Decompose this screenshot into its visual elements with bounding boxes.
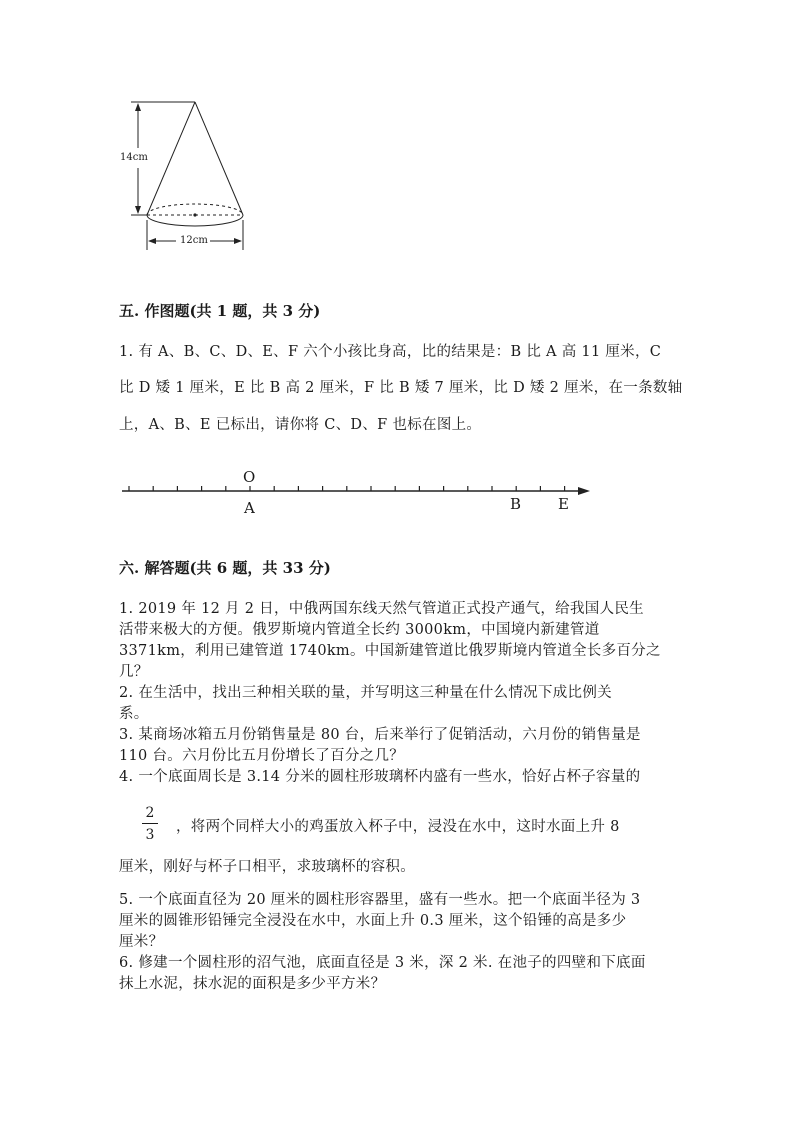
s5-q1-line-1: 1. 有 A、B、C、D、E、F 六个小孩比身高，比的结果是：B 比 A 高 11 厘米，C bbox=[119, 344, 662, 360]
s5-q1-line-2: 比 D 矮 1 厘米，E 比 B 高 2 厘米，F 比 B 矮 7 厘米，比 D 矮 2 厘米，在一条数轴 bbox=[119, 380, 683, 396]
cone-diameter-label: 12cm bbox=[180, 235, 208, 246]
numberline-origin-label: O bbox=[243, 468, 256, 486]
s5-q1-line-3: 上，A、B、E 已标出，请你将 C、D、F 也标在图上。 bbox=[119, 417, 482, 433]
s6-q4-line-3: 厘米，刚好与杯子口相平，求玻璃杯的容积。 bbox=[119, 859, 415, 875]
numberline-point-b: B bbox=[510, 495, 522, 513]
s6-q4-line-2: ，将两个同样大小的鸡蛋放入杯子中，浸没在水中，这时水面上升 8 bbox=[176, 819, 620, 835]
s6-q4-line-1: 4. 一个底面周长是 3.14 分米的圆柱形玻璃杯内盛有一些水，恰好占杯子容量的 bbox=[119, 769, 641, 785]
numberline-point-a: A bbox=[244, 499, 255, 517]
s6-q6-line-1: 6. 修建一个圆柱形的沼气池，底面直径是 3 米，深 2 米. 在池子的四壁和下底面 bbox=[119, 955, 646, 971]
fraction-numerator: 2 bbox=[145, 805, 155, 821]
s6-q2-line-2: 系。 bbox=[119, 706, 149, 722]
section6-heading: 六. 解答题(共 6 题，共 33 分) bbox=[119, 559, 331, 577]
s6-q4-fraction bbox=[140, 806, 160, 842]
numberline-point-e: E bbox=[558, 495, 569, 513]
fraction-denominator: 3 bbox=[145, 827, 155, 843]
s6-q1-line-1: 1. 2019 年 12 月 2 日，中俄两国东线天然气管道正式投产通气，给我国人民生 bbox=[119, 601, 644, 617]
cone-height-label: 14cm bbox=[120, 152, 148, 163]
s6-q5-line-3: 厘米？ bbox=[119, 934, 164, 950]
s6-q5-line-1: 5. 一个底面直径为 20 厘米的圆柱形容器里，盛有一些水。把一个底面半径为 3 bbox=[119, 892, 641, 908]
s6-q2-line-1: 2. 在生活中，找出三种相关联的量，并写明这三种量在什么情况下成比例关 bbox=[119, 685, 612, 701]
s6-q3-line-2: 110 台。六月份比五月份增长了百分之几？ bbox=[119, 748, 405, 764]
s6-q3-line-1: 3. 某商场冰箱五月份销售量是 80 台，后来举行了促销活动，六月份的销售量是 bbox=[119, 727, 641, 743]
s6-q1-line-2: 活带来极大的方便。俄罗斯境内管道全长约 3000km，中国境内新建管道 bbox=[119, 622, 600, 638]
s6-q6-line-2: 抹上水泥，抹水泥的面积是多少平方米？ bbox=[119, 976, 386, 992]
s6-q5-line-2: 厘米的圆锥形铅锤完全浸没在水中，水面上升 0.3 厘米，这个铅锤的高是多少 bbox=[119, 913, 627, 929]
section5-heading: 五. 作图题(共 1 题，共 3 分) bbox=[119, 302, 321, 320]
s6-q1-line-4: 几？ bbox=[119, 664, 149, 680]
s6-q1-line-3: 3371km，利用已建管道 1740km。中国新建管道比俄罗斯境内管道全长多百分之 bbox=[119, 643, 661, 659]
